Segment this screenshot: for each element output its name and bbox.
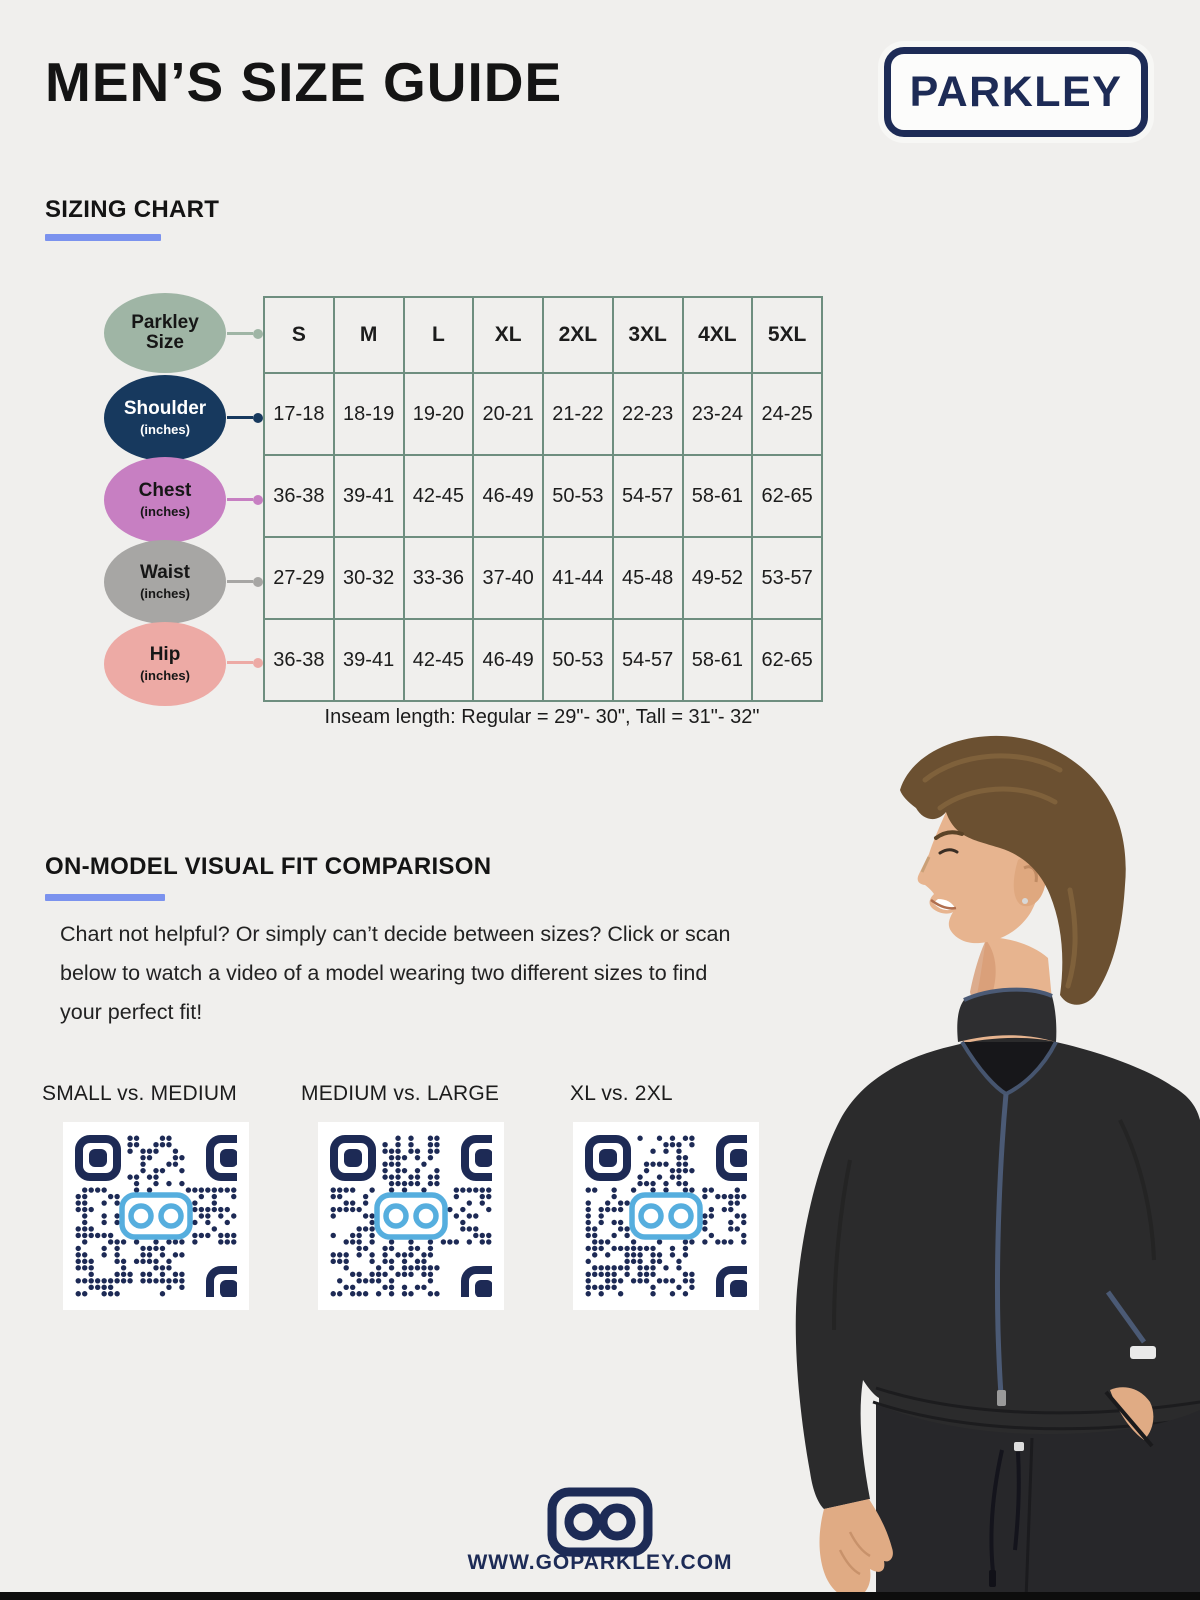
row-label-hip xyxy=(104,622,226,706)
row-connector xyxy=(227,416,253,419)
size-value-cell: 19-20 xyxy=(405,374,475,456)
size-column-header: 3XL xyxy=(614,298,684,374)
goggles-logo-icon xyxy=(546,1486,654,1558)
row-sublabel-text: (inches) xyxy=(140,504,190,520)
parkley-logo-text: PARKLEY xyxy=(909,67,1123,116)
row-label-text: Chest xyxy=(138,480,192,502)
size-column-header: M xyxy=(335,298,405,374)
row-label-waist xyxy=(104,540,226,624)
size-value-cell: 49-52 xyxy=(684,538,754,620)
qr-code-small-vs-medium[interactable] xyxy=(63,1122,249,1310)
row-sublabel-text: (inches) xyxy=(140,422,190,438)
size-value-cell: 36-38 xyxy=(265,620,335,702)
sizing-table xyxy=(263,296,823,702)
size-value-cell: 54-57 xyxy=(614,620,684,702)
size-value-cell: 23-24 xyxy=(684,374,754,456)
row-label-text: Hip xyxy=(149,644,181,666)
size-value-cell: 39-41 xyxy=(335,456,405,538)
size-value-cell: 62-65 xyxy=(753,456,823,538)
parkley-logo xyxy=(884,47,1148,137)
size-value-cell: 20-21 xyxy=(474,374,544,456)
model-photo xyxy=(700,690,1200,1600)
fit-comparison-heading: ON-MODEL VISUAL FIT COMPARISON xyxy=(45,853,492,880)
size-value-cell: 62-65 xyxy=(753,620,823,702)
size-value-cell: 30-32 xyxy=(335,538,405,620)
size-value-cell: 24-25 xyxy=(753,374,823,456)
qr-code-medium-vs-large[interactable] xyxy=(318,1122,504,1310)
size-value-cell: 53-57 xyxy=(753,538,823,620)
size-value-cell: 41-44 xyxy=(544,538,614,620)
fit-paragraph-line: your perfect fit! xyxy=(60,1000,203,1024)
size-column-header: L xyxy=(405,298,475,374)
size-value-cell: 45-48 xyxy=(614,538,684,620)
size-value-cell: 37-40 xyxy=(474,538,544,620)
row-label-text: Size xyxy=(145,332,185,353)
size-value-cell: 46-49 xyxy=(474,620,544,702)
size-value-cell: 18-19 xyxy=(335,374,405,456)
size-column-header: 5XL xyxy=(753,298,823,374)
sizing-chart-heading: SIZING CHART xyxy=(45,196,220,223)
goggles-logo-qr-center xyxy=(377,1195,445,1237)
website-url[interactable]: WWW.GOPARKLEY.COM xyxy=(467,1551,733,1574)
qr-label-small-vs-medium: SMALL vs. MEDIUM xyxy=(42,1082,237,1105)
size-value-cell: 21-22 xyxy=(544,374,614,456)
row-label-text: Waist xyxy=(140,562,190,584)
row-label-text: Shoulder xyxy=(123,398,207,420)
size-value-cell: 58-61 xyxy=(684,456,754,538)
row-connector xyxy=(227,661,253,664)
row-connector xyxy=(227,580,253,583)
row-connector xyxy=(227,498,253,501)
size-column-header: 2XL xyxy=(544,298,614,374)
sizing-heading-underline xyxy=(45,234,161,241)
row-label-parkley-size xyxy=(104,293,226,373)
size-value-cell: 54-57 xyxy=(614,456,684,538)
size-value-cell: 36-38 xyxy=(265,456,335,538)
size-value-cell: 22-23 xyxy=(614,374,684,456)
size-value-cell: 50-53 xyxy=(544,456,614,538)
goggles-logo-qr-center xyxy=(122,1195,190,1237)
size-column-header: 4XL xyxy=(684,298,754,374)
size-value-cell: 33-36 xyxy=(405,538,475,620)
row-label-chest xyxy=(104,457,226,543)
inseam-note: Inseam length: Regular = 29"- 30", Tall = 31"- 32" xyxy=(324,706,760,728)
size-value-cell: 39-41 xyxy=(335,620,405,702)
size-value-cell: 46-49 xyxy=(474,456,544,538)
size-value-cell: 42-45 xyxy=(405,456,475,538)
qr-label-medium-vs-large: MEDIUM vs. LARGE xyxy=(301,1082,500,1105)
size-column-header: XL xyxy=(474,298,544,374)
row-sublabel-text: (inches) xyxy=(140,668,190,684)
size-value-cell: 27-29 xyxy=(265,538,335,620)
fit-paragraph-line: Chart not helpful? Or simply can’t decide between sizes? Click or scan xyxy=(60,922,731,946)
fit-paragraph-line: below to watch a video of a model wearing two different sizes to find xyxy=(60,961,708,985)
size-value-cell: 50-53 xyxy=(544,620,614,702)
size-column-header: S xyxy=(265,298,335,374)
size-value-cell: 58-61 xyxy=(684,620,754,702)
row-label-shoulder xyxy=(104,375,226,461)
page-title: MEN’S SIZE GUIDE xyxy=(45,51,563,113)
size-value-cell: 17-18 xyxy=(265,374,335,456)
qr-label-xl-vs-2xl: XL vs. 2XL xyxy=(570,1082,673,1105)
bottom-edge-strip xyxy=(0,1592,1200,1600)
row-sublabel-text: (inches) xyxy=(140,586,190,602)
row-connector xyxy=(227,332,253,335)
row-label-text: Parkley xyxy=(131,312,199,334)
goggles-logo-qr-center xyxy=(632,1195,700,1237)
size-value-cell: 42-45 xyxy=(405,620,475,702)
fit-heading-underline xyxy=(45,894,165,901)
